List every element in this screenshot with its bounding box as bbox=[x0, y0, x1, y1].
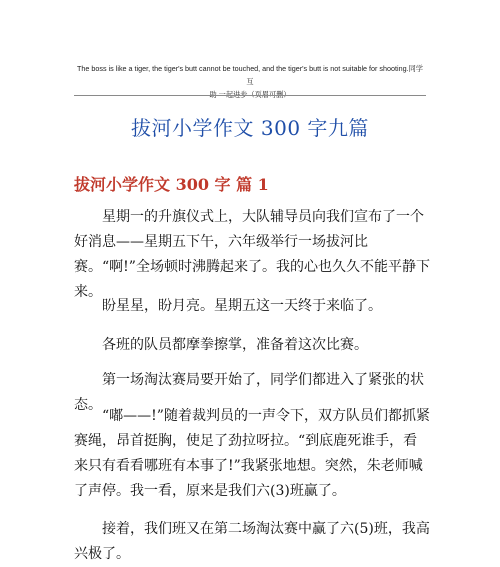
paragraph-2: 盼星星，盼月亮。星期五这一天终于来临了。 bbox=[102, 298, 382, 314]
section-title: 拔河小学作文 300 字 篇 1 bbox=[74, 175, 269, 194]
paragraph-4: 第一场淘汰赛局要开始了，同学们都进入了紧张的状态。 bbox=[74, 372, 424, 413]
paragraph-6: 接着，我们班又在第二场淘汰赛中赢了六(5)班，我高兴极了。 bbox=[74, 521, 430, 562]
document-title: 拔河小学作文 300 字九篇 bbox=[131, 116, 369, 140]
header-divider bbox=[74, 95, 426, 96]
header-line-1: The boss is like a tiger, the tiger's butt cannot be touched, and the tiger's butt is not suitable for shooting.同学互 bbox=[77, 64, 423, 86]
paragraph-5: “嘟——!”随着裁判员的一声令下，双方队员们都抓紧赛绳，昂首挺胸，使足了劲拉呀拉。“到底鹿死谁手，看来只有看看哪班有本事了!”我紧张地想。突然，朱老师喊了声停。我一看，原来是我们六(3)班赢了。 bbox=[74, 408, 430, 499]
paragraph-3: 各班的队员都摩拳擦掌，准备着这次比赛。 bbox=[102, 337, 368, 353]
header-line-2: 助 一起进步（页眉可删） bbox=[209, 90, 291, 99]
paragraph-1: 星期一的升旗仪式上，大队辅导员向我们宣布了一个好消息——星期五下午，六年级举行一场拔河比赛。“啊!”全场顿时沸腾起来了。我的心也久久不能平静下来。 bbox=[74, 209, 430, 300]
